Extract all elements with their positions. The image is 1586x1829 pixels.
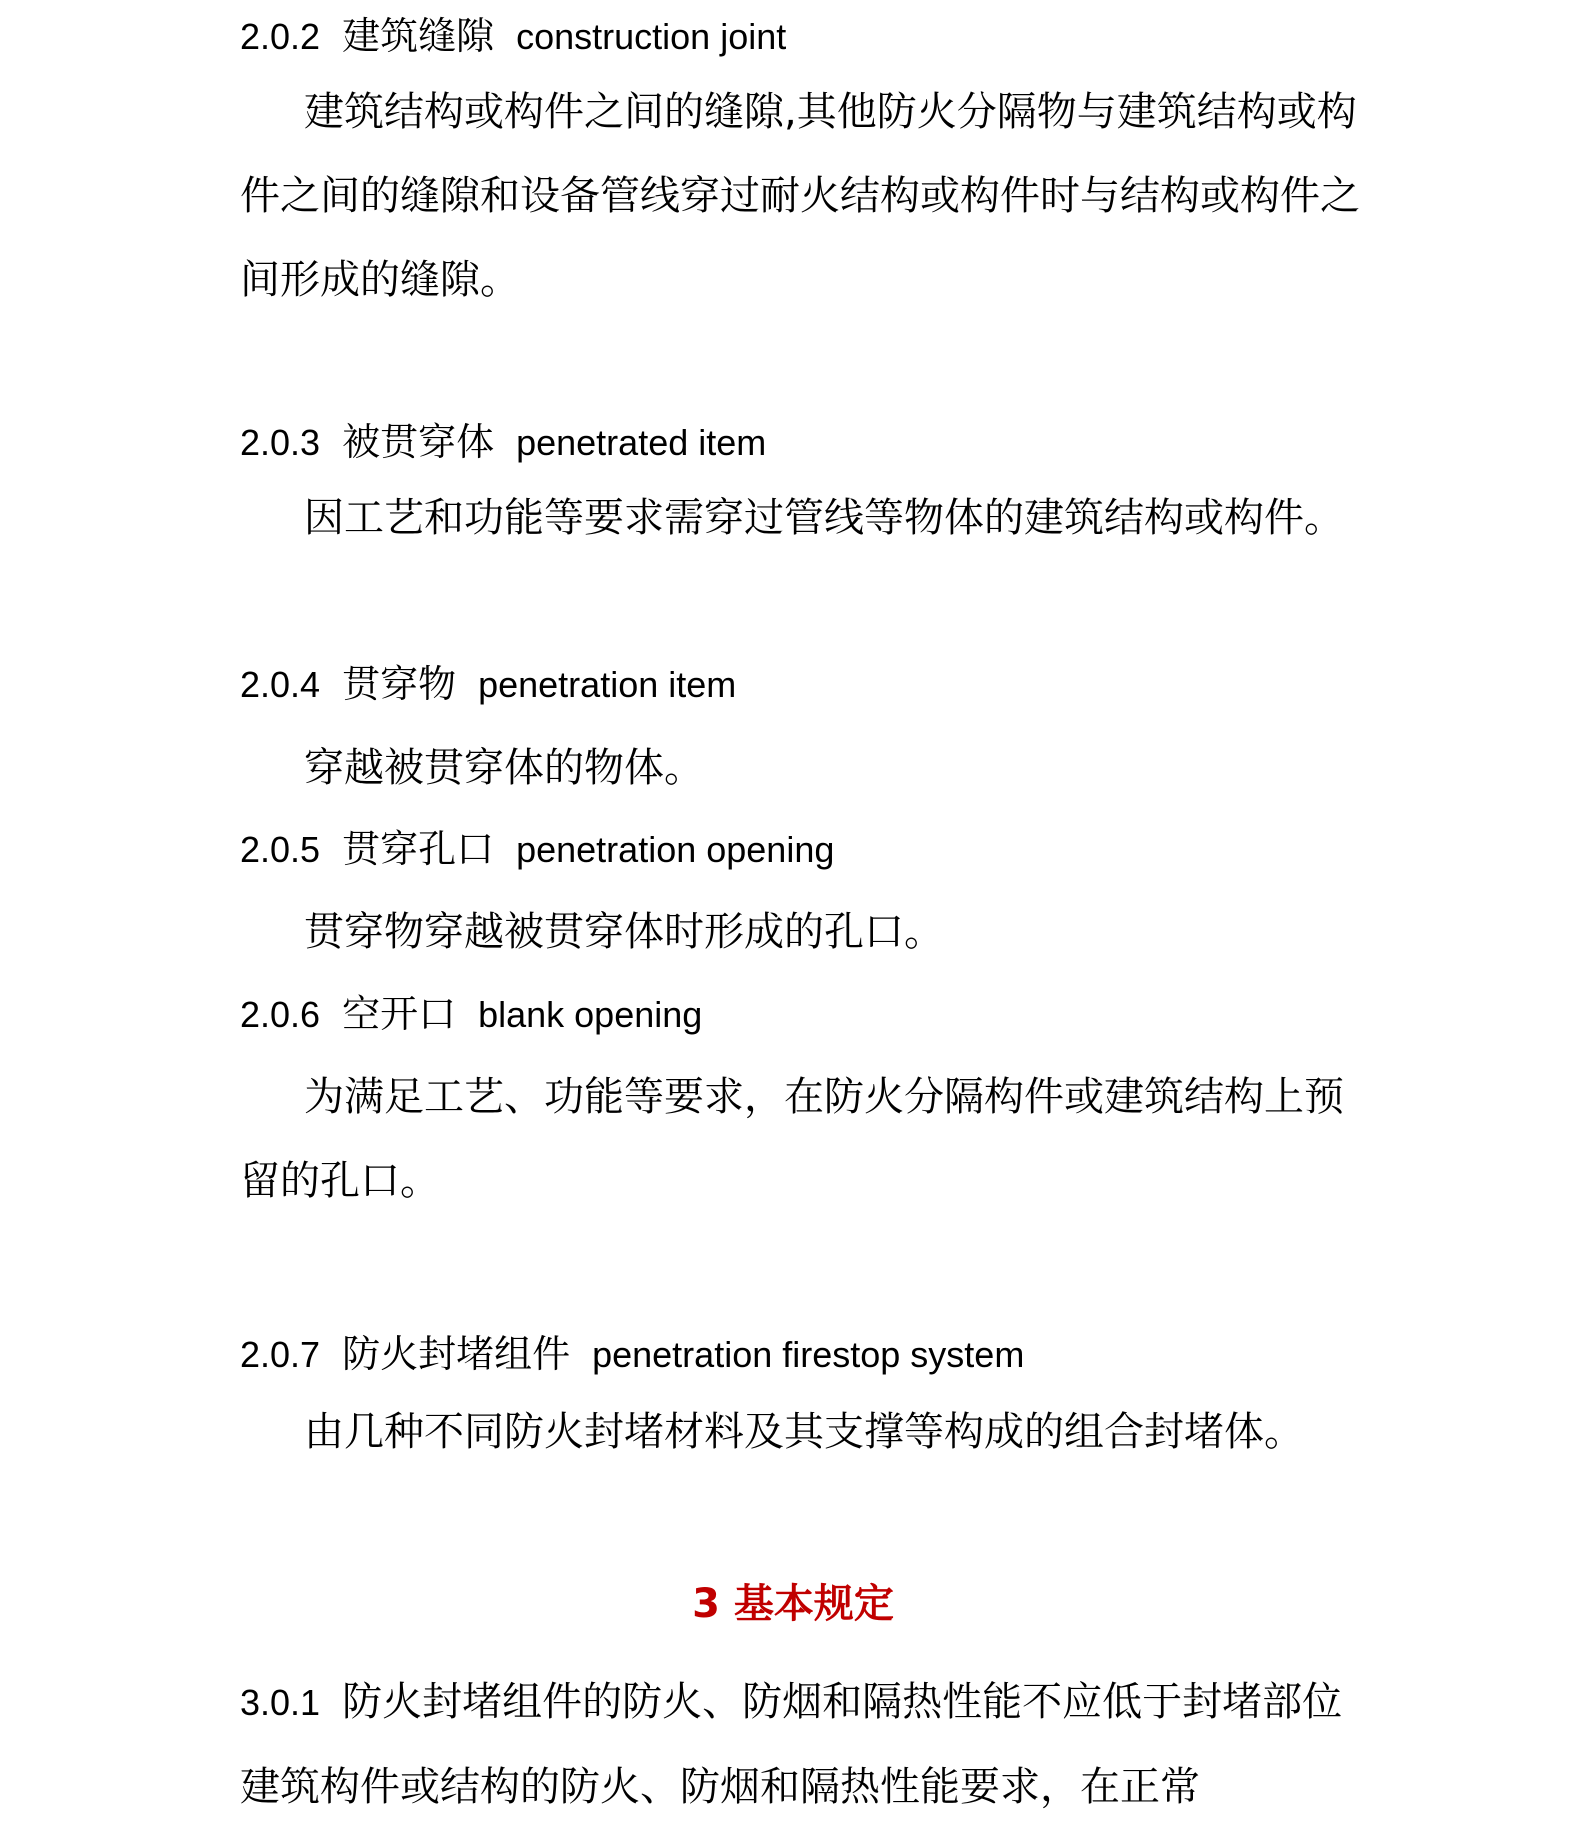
term-english: penetrated item [516, 422, 767, 463]
term-chinese: 建筑缝隙 [342, 14, 495, 58]
term-english: penetration firestop system [592, 1334, 1025, 1375]
term-english: construction joint [516, 16, 787, 57]
term-heading [240, 12, 786, 61]
term-number: 2.0.3 [240, 422, 321, 463]
term-definition: 由几种不同防火封堵材料及其支撑等构成的组合封堵体。 [304, 1409, 1304, 1455]
term-number: 2.0.7 [240, 1334, 321, 1375]
term-number: 2.0.5 [240, 829, 321, 870]
term-chinese: 被贯穿体 [342, 420, 495, 464]
term-definition: 穿越被贯穿体的物体。 [304, 745, 704, 791]
clause-paragraph [240, 1660, 1360, 1829]
term-chinese: 防火封堵组件 [342, 1332, 571, 1376]
section-heading: 3 基本规定 [692, 1581, 894, 1627]
term-heading [240, 418, 766, 467]
term-definition: 贯穿物穿越被贯穿体时形成的孔口。 [304, 909, 944, 955]
term-heading [240, 990, 702, 1039]
term-english: penetration item [478, 664, 737, 705]
term-definition: 因工艺和功能等要求需穿过管线等物体的建筑结构或构件。 [304, 495, 1344, 541]
term-english: penetration opening [516, 829, 835, 870]
term-english: blank opening [478, 994, 703, 1035]
term-heading [240, 1330, 1024, 1379]
term-chinese: 贯穿物 [342, 662, 457, 706]
term-number: 2.0.4 [240, 664, 321, 705]
clause-number: 3.0.1 [240, 1682, 321, 1723]
clause-text: 防火封堵组件的防火、防烟和隔热性能不应低于封堵部位建筑构件或结构的防火、防烟和隔热性能要求，在正常 [240, 1679, 1343, 1810]
term-chinese: 贯穿孔口 [342, 827, 495, 871]
term-heading [240, 825, 834, 874]
term-heading [240, 660, 736, 709]
term-number: 2.0.6 [240, 994, 321, 1035]
term-definition: 为满足工艺、功能等要求，在防火分隔构件或建筑结构上预留的孔口。 [240, 1074, 1344, 1204]
term-number: 2.0.2 [240, 16, 321, 57]
term-chinese: 空开口 [342, 992, 457, 1036]
term-definition: 建筑结构或构件之间的缝隙,其他防火分隔物与建筑结构或构件之间的缝隙和设备管线穿过耐火结构或构件时与结构或构件之间形成的缝隙。 [240, 89, 1360, 303]
